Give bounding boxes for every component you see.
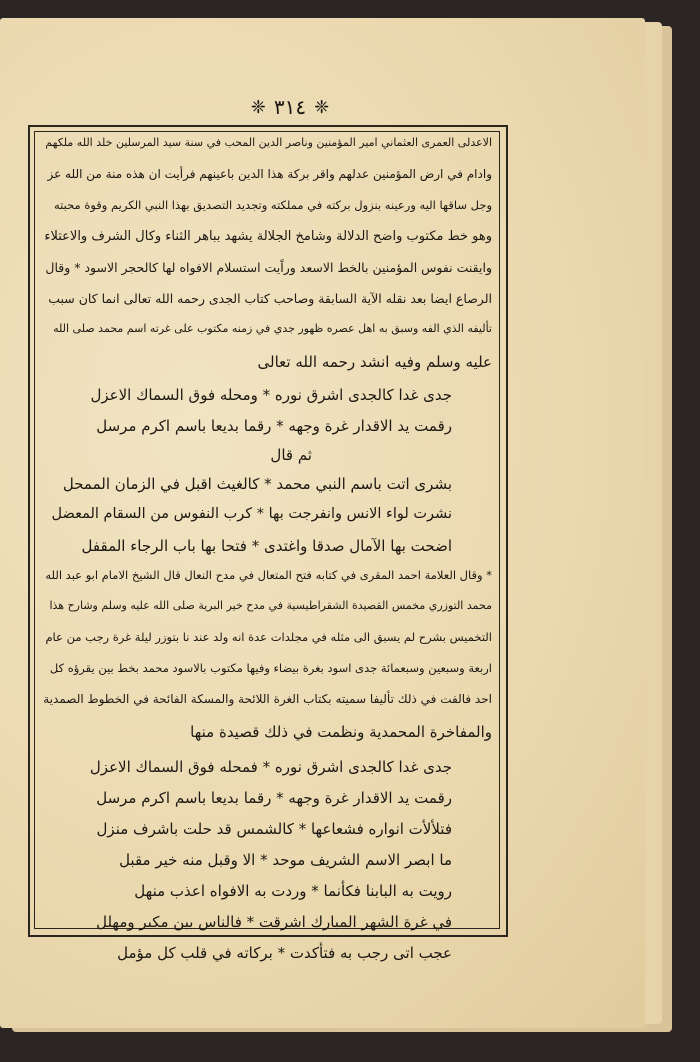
verse-line: بشرى اتت باسم النبي محمد * كالغيث اقبل في الزمان الممحل — [62, 475, 452, 493]
prose-line: والمفاخرة المحمدية ونظمت في ذلك قصيدة منها — [190, 723, 492, 741]
ornament-left-icon: ❈ — [250, 96, 266, 118]
verse-line: رويت به البابنا فكأنما * وردت به الافواه اعذب منهل — [134, 882, 452, 900]
page-header — [230, 90, 350, 124]
prose-line: وهو خط مكتوب واضح الدلالة وشامخ الجلالة يشهد بباهر الثناء وكال الشرف والاعتلاء — [44, 229, 492, 244]
prose-line: وايقنت نفوس المؤمنين بالخط الاسعد وراًيت استسلام الافواه لها كالحجر الاسود * وقال — [45, 260, 492, 275]
verse-line: في غرة الشهر المبارك اشرقت * فالناس بين مكبر ومهلل — [96, 913, 452, 931]
prose-line: الاعدلى العمرى العثماني امير المؤمنين وناصر الدين المحب في سنة سيد المرسلين خلد الله ملكهم — [45, 136, 492, 149]
ornament-right-icon: ❈ — [314, 96, 330, 118]
verse-line: جدى غدا كالجدى اشرق نوره * ومحله فوق السماك الاعزل — [90, 386, 452, 404]
text-block — [40, 136, 492, 962]
verse-line: جدى غدا كالجدى اشرق نوره * فمحله فوق السماك الاعزل — [89, 758, 452, 776]
prose-line: وجل ساقها اليه ورعينه بنزول بركته في مملكته وتجديد التصديق بهذا النبي الكريم وقوة محبته — [54, 198, 492, 212]
prose-line: * وقال العلامة احمد المقرى في كتابه فتح المتعال في مدح النعال قال الشيخ الامام ابو عبد الله — [45, 568, 492, 582]
prose-line: التخميس بشرح لم يسبق الى مثله في مجلدات عدة انه ولد عند نا بتوزر ليلة غرة رجب من عام — [45, 630, 492, 644]
verse-line: عجب اتى رجب به فتأكدت * بركاته في قلب كل مؤمل — [117, 944, 452, 962]
book-page — [0, 18, 645, 1028]
verse-line: اضحت بها الآمال صدقا واغتدى * فتحا بها باب الرجاء المقفل — [81, 537, 452, 555]
verse-heading: ثم قال — [270, 446, 312, 464]
prose-line: وادام في ارض المؤمنين عدلهم واقر بركة هذا الدين باعينهم فرأيت ان هذه منة من الله عز — [47, 167, 492, 181]
verse-line: رقمت يد الاقدار غرة وجهه * رقما بديعا باسم اكرم مرسل — [96, 417, 452, 435]
prose-line: محمد التوزري مخمس القصيدة الشقراطيسية في مدح خير البرية صلى الله عليه وسلم وشارح هذا — [49, 599, 492, 612]
verse-line: ما ابصر الاسم الشريف موحد * الا وقبل منه خير مقبل — [119, 851, 452, 869]
page-number: ٣١٤ — [273, 95, 307, 119]
prose-line: عليه وسلم وفيه انشد رحمه الله تعالى — [257, 353, 492, 371]
prose-line: اربعة وسبعين وسبعمائة جدى اسود بغرة بيضاء وفيها مكتوب بالاسود محمد بخط بين يقرؤه كل — [49, 661, 492, 675]
prose-line: الرصاع ايضا بعد نقله الآية السابقة وصاحب كتاب الجدى رحمه الله تعالى انما كان سبب — [48, 291, 492, 306]
verse-line: رقمت يد الاقدار غرة وجهه * رقما بديعا باسم اكرم مرسل — [96, 789, 452, 807]
verse-line: نشرت لواء الانس وانفرجت بها * كرب النفوس من السقام المعضل — [51, 506, 452, 522]
prose-line: تأليفه الذي الفه وسبق به اهل عصره ظهور جدي في زمنه مكتوب على غرته اسم محمد صلى الله — [53, 322, 492, 335]
prose-line: احد فالفت في ذلك تأليفا سميته بكتاب الغرة اللائحة والمسكة الفائحة في الخطوط الصمدية — [43, 692, 492, 706]
verse-line: فتلألأت انواره فشعاعها * كالشمس قد حلت باشرف منزل — [96, 820, 452, 838]
